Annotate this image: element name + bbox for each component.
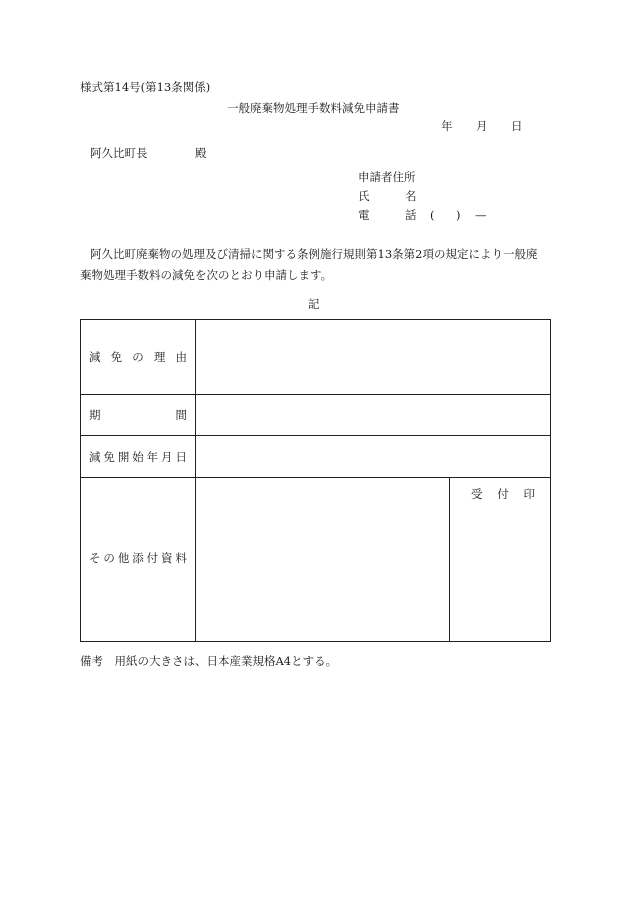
reason-char: の (132, 350, 144, 364)
period-char: 期 (89, 408, 101, 422)
attachments-input-cell[interactable] (196, 478, 449, 641)
footnote: 備考 用紙の大きさは、日本産業規格A4とする。 (80, 654, 338, 668)
period-label (89, 408, 187, 422)
start-date-char: 月 (161, 450, 173, 464)
reason-char: 減 (89, 350, 101, 364)
period-input-cell[interactable] (196, 395, 550, 435)
start-date-char: 開 (117, 450, 130, 464)
reason-char: 免 (110, 350, 123, 364)
reason-char: 理 (153, 350, 166, 364)
stamp-char: 付 (497, 487, 509, 501)
start-date-char: 免 (103, 450, 115, 464)
applicant-address-label: 申請者住所 (358, 170, 416, 184)
applicant-phone-label-1: 電 (358, 208, 370, 222)
document-title: 一般廃棄物処理手数料減免申請書 (227, 101, 400, 115)
body-text-line-1: 阿久比町廃棄物の処理及び清掃に関する条例施行規則第13条第2項の規定により一般廃 (90, 247, 538, 261)
reason-input-cell[interactable] (196, 320, 550, 394)
phone-open-paren: ( (430, 208, 435, 222)
attachments-char: そ (89, 551, 101, 565)
attachments-char: 料 (175, 551, 187, 565)
stamp-char: 印 (523, 487, 535, 501)
phone-dash: — (475, 208, 487, 222)
stamp-char: 受 (471, 487, 483, 501)
attachments-char: の (103, 551, 115, 565)
addressee-honorific: 殿 (195, 146, 207, 160)
reception-stamp-label (471, 487, 535, 501)
start-date-label (89, 450, 187, 464)
addressee-name: 阿久比町長 (90, 146, 148, 160)
attachments-char: 資 (161, 551, 173, 565)
applicant-name-label-2: 名 (405, 189, 417, 203)
applicant-phone-label-2: 話 (405, 208, 417, 222)
reason-char: 由 (175, 350, 187, 364)
application-table (80, 319, 551, 642)
start-date-char: 減 (89, 450, 101, 464)
stamp-column-divider (449, 477, 450, 641)
start-date-char: 始 (132, 450, 144, 464)
body-text-line-2: 棄物処理手数料の減免を次のとおり申請します。 (80, 268, 333, 282)
start-date-input-cell[interactable] (196, 436, 550, 477)
period-char: 間 (175, 408, 187, 422)
reason-label (89, 350, 187, 364)
attachments-char: 付 (146, 551, 159, 565)
date-year-label: 年 (441, 119, 453, 133)
form-number: 様式第14号(第13条関係) (80, 80, 211, 94)
attachments-char: 他 (117, 551, 130, 565)
start-date-char: 年 (146, 450, 159, 464)
phone-close-paren: ) (456, 208, 461, 222)
start-date-char: 日 (175, 450, 187, 464)
attachments-label (89, 551, 187, 565)
date-month-label: 月 (476, 119, 488, 133)
date-day-label: 日 (511, 119, 523, 133)
applicant-name-label-1: 氏 (358, 189, 370, 203)
attachments-char: 添 (132, 551, 144, 565)
ki-heading: 記 (308, 297, 320, 311)
